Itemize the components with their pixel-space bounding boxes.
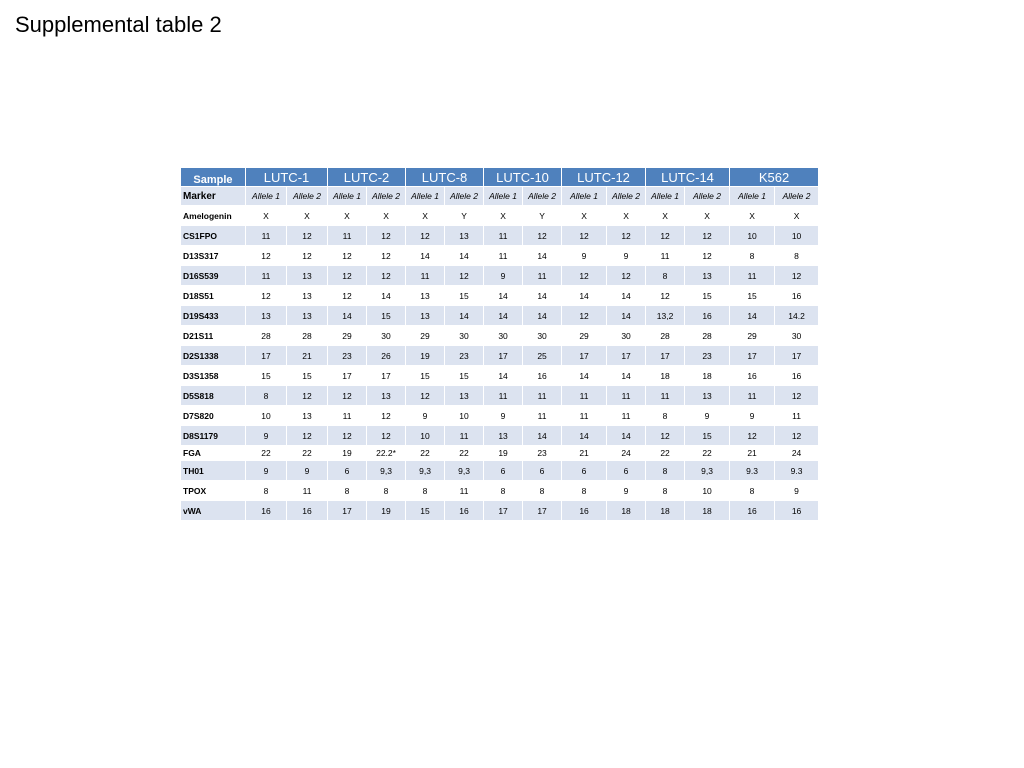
allele-value-cell: 10 [730, 226, 774, 245]
allele-value-cell: 11 [607, 406, 645, 425]
allele-value-cell: 15 [685, 426, 729, 445]
allele-value-cell: 14 [562, 366, 606, 385]
allele-value-cell: 9,3 [685, 461, 729, 480]
allele-value-cell: 8 [367, 481, 405, 500]
allele-value-cell: 15 [287, 366, 327, 385]
allele-value-cell: 18 [685, 501, 729, 520]
marker-cell: TH01 [181, 461, 245, 480]
allele-value-cell: 13 [685, 386, 729, 405]
allele-value-cell: 9 [685, 406, 729, 425]
table-row [181, 406, 818, 425]
allele-value-cell: 17 [730, 346, 774, 365]
allele-value-cell: X [328, 206, 366, 225]
allele-value-cell: 14 [523, 306, 561, 325]
allele-value-cell: X [646, 206, 684, 225]
allele-value-cell: 22 [287, 446, 327, 460]
allele-value-cell: 29 [406, 326, 444, 345]
allele-value-cell: 15 [406, 366, 444, 385]
table-row [181, 266, 818, 285]
allele-value-cell: 13 [287, 266, 327, 285]
allele-header: Allele 1 [328, 187, 366, 205]
allele-value-cell: 10 [445, 406, 483, 425]
allele-value-cell: 13 [246, 306, 286, 325]
allele-value-cell: 12 [367, 426, 405, 445]
allele-value-cell: 24 [775, 446, 818, 460]
allele-value-cell: 8 [646, 406, 684, 425]
allele-header: Allele 2 [367, 187, 405, 205]
allele-value-cell: 21 [730, 446, 774, 460]
allele-value-cell: 16 [685, 306, 729, 325]
allele-value-cell: 23 [445, 346, 483, 365]
allele-value-cell: 12 [607, 226, 645, 245]
allele-value-cell: 12 [406, 226, 444, 245]
allele-value-cell: 17 [484, 346, 522, 365]
allele-value-cell: 14 [406, 246, 444, 265]
allele-value-cell: 19 [484, 446, 522, 460]
allele-value-cell: 9.3 [730, 461, 774, 480]
allele-value-cell: 23 [328, 346, 366, 365]
allele-value-cell: 18 [646, 366, 684, 385]
table-row [181, 426, 818, 445]
allele-value-cell: 11 [775, 406, 818, 425]
allele-value-cell: 12 [775, 266, 818, 285]
table-row [181, 226, 818, 245]
allele-value-cell: 11 [328, 226, 366, 245]
allele-value-cell: 13 [287, 306, 327, 325]
allele-value-cell: 28 [646, 326, 684, 345]
allele-value-cell: 13 [445, 226, 483, 245]
allele-value-cell: 15 [367, 306, 405, 325]
allele-header: Allele 2 [523, 187, 561, 205]
allele-value-cell: 8 [730, 481, 774, 500]
allele-value-cell: 17 [775, 346, 818, 365]
allele-value-cell: 12 [685, 246, 729, 265]
allele-value-cell: 6 [328, 461, 366, 480]
table-body [181, 187, 818, 520]
allele-value-cell: X [685, 206, 729, 225]
allele-value-cell: 9,3 [445, 461, 483, 480]
allele-value-cell: 30 [445, 326, 483, 345]
allele-value-cell: 12 [328, 386, 366, 405]
table-row [181, 286, 818, 305]
allele-header: Allele 2 [287, 187, 327, 205]
allele-value-cell: 12 [445, 266, 483, 285]
allele-value-cell: 15 [246, 366, 286, 385]
marker-cell: D3S1358 [181, 366, 245, 385]
allele-value-cell: 23 [523, 446, 561, 460]
allele-value-cell: 14 [730, 306, 774, 325]
allele-value-cell: 11 [562, 386, 606, 405]
allele-value-cell: 24 [607, 446, 645, 460]
allele-value-cell: 8 [523, 481, 561, 500]
allele-value-cell: 18 [607, 501, 645, 520]
allele-value-cell: 12 [328, 426, 366, 445]
allele-value-cell: 9 [562, 246, 606, 265]
allele-value-cell: 17 [367, 366, 405, 385]
allele-value-cell: 16 [730, 366, 774, 385]
page-title: Supplemental table 2 [15, 12, 222, 37]
allele-value-cell: Y [445, 206, 483, 225]
allele-header: Allele 2 [607, 187, 645, 205]
marker-cell: D21S11 [181, 326, 245, 345]
allele-value-cell: 18 [685, 366, 729, 385]
allele-value-cell: 16 [246, 501, 286, 520]
allele-value-cell: 30 [775, 326, 818, 345]
allele-value-cell: 12 [646, 286, 684, 305]
allele-value-cell: 13 [287, 286, 327, 305]
allele-value-cell: 12 [287, 386, 327, 405]
allele-value-cell: 12 [328, 286, 366, 305]
sample-header: LUTC-1 [246, 168, 327, 186]
allele-value-cell: 16 [445, 501, 483, 520]
allele-value-cell: 14 [607, 366, 645, 385]
allele-value-cell: 12 [246, 246, 286, 265]
allele-value-cell: 11 [730, 386, 774, 405]
allele-value-cell: 19 [406, 346, 444, 365]
allele-value-cell: 14 [484, 286, 522, 305]
allele-value-cell: 11 [484, 386, 522, 405]
allele-value-cell: 11 [287, 481, 327, 500]
marker-cell: D8S1179 [181, 426, 245, 445]
allele-header: Allele 1 [484, 187, 522, 205]
marker-cell: TPOX [181, 481, 245, 500]
allele-value-cell: 6 [562, 461, 606, 480]
allele-value-cell: 13 [445, 386, 483, 405]
allele-value-cell: 8 [246, 481, 286, 500]
table-row [181, 501, 818, 520]
allele-value-cell: 8 [646, 481, 684, 500]
table-row [181, 366, 818, 385]
marker-cell: CS1FPO [181, 226, 245, 245]
allele-value-cell: 9 [484, 406, 522, 425]
allele-value-cell: 14 [607, 306, 645, 325]
allele-value-cell: 17 [484, 501, 522, 520]
allele-value-cell: 11 [246, 266, 286, 285]
allele-value-cell: 15 [685, 286, 729, 305]
allele-value-cell: 14 [484, 366, 522, 385]
allele-value-cell: 17 [246, 346, 286, 365]
allele-value-cell: 14 [607, 426, 645, 445]
table-row [181, 326, 818, 345]
allele-value-cell: 12 [367, 406, 405, 425]
allele-value-cell: 17 [646, 346, 684, 365]
allele-value-cell: 11 [246, 226, 286, 245]
allele-value-cell: 11 [523, 406, 561, 425]
allele-value-cell: 13 [484, 426, 522, 445]
allele-value-cell: 15 [445, 286, 483, 305]
allele-value-cell: X [367, 206, 405, 225]
allele-value-cell: 10 [685, 481, 729, 500]
allele-header: Allele 1 [562, 187, 606, 205]
allele-value-cell: 15 [406, 501, 444, 520]
allele-value-cell: 12 [367, 246, 405, 265]
allele-value-cell: 12 [287, 246, 327, 265]
allele-value-cell: 22 [445, 446, 483, 460]
allele-value-cell: 19 [328, 446, 366, 460]
allele-value-cell: 12 [328, 246, 366, 265]
allele-value-cell: 14.2 [775, 306, 818, 325]
allele-header: Allele 1 [246, 187, 286, 205]
allele-value-cell: 12 [646, 226, 684, 245]
table-row [181, 386, 818, 405]
sample-header: LUTC-14 [646, 168, 729, 186]
allele-value-cell: 22.2* [367, 446, 405, 460]
allele-value-cell: 8 [730, 246, 774, 265]
allele-value-cell: 9 [607, 481, 645, 500]
allele-value-cell: 8 [646, 461, 684, 480]
allele-value-cell: 11 [562, 406, 606, 425]
allele-value-cell: 15 [730, 286, 774, 305]
allele-value-cell: 11 [730, 266, 774, 285]
allele-value-cell: 11 [607, 386, 645, 405]
sample-header: LUTC-8 [406, 168, 483, 186]
allele-value-cell: 11 [484, 246, 522, 265]
allele-value-cell: 11 [646, 386, 684, 405]
allele-value-cell: X [246, 206, 286, 225]
allele-value-cell: 22 [246, 446, 286, 460]
allele-value-cell: 12 [246, 286, 286, 305]
allele-value-cell: 9 [246, 426, 286, 445]
allele-value-cell: 9.3 [775, 461, 818, 480]
allele-value-cell: 8 [246, 386, 286, 405]
table-row [181, 246, 818, 265]
allele-value-cell: 9,3 [367, 461, 405, 480]
allele-value-cell: 16 [287, 501, 327, 520]
allele-value-cell: 12 [562, 266, 606, 285]
allele-value-cell: 14 [562, 426, 606, 445]
allele-value-cell: 9 [246, 461, 286, 480]
allele-header: Allele 2 [685, 187, 729, 205]
allele-value-cell: 14 [523, 426, 561, 445]
allele-value-cell: 16 [523, 366, 561, 385]
allele-value-cell: 10 [775, 226, 818, 245]
allele-value-cell: 12 [367, 226, 405, 245]
table-row [181, 461, 818, 480]
allele-value-cell: 8 [484, 481, 522, 500]
sample-header: LUTC-10 [484, 168, 561, 186]
marker-cell: D16S539 [181, 266, 245, 285]
allele-value-cell: 30 [607, 326, 645, 345]
allele-value-cell: 16 [775, 366, 818, 385]
allele-value-cell: 22 [685, 446, 729, 460]
allele-value-cell: 17 [328, 366, 366, 385]
allele-value-cell: 28 [246, 326, 286, 345]
allele-value-cell: 17 [607, 346, 645, 365]
allele-value-cell: 13 [287, 406, 327, 425]
allele-value-cell: 19 [367, 501, 405, 520]
allele-value-cell: 15 [445, 366, 483, 385]
allele-value-cell: 14 [445, 246, 483, 265]
allele-header-row [181, 187, 818, 205]
allele-value-cell: 12 [730, 426, 774, 445]
table-row [181, 446, 818, 460]
allele-value-cell: 25 [523, 346, 561, 365]
allele-value-cell: 28 [685, 326, 729, 345]
allele-value-cell: 21 [562, 446, 606, 460]
allele-value-cell: 9,3 [406, 461, 444, 480]
allele-value-cell: 13 [406, 306, 444, 325]
allele-value-cell: 9 [287, 461, 327, 480]
sample-column-header: Sample [181, 168, 245, 186]
marker-cell: D5S818 [181, 386, 245, 405]
allele-value-cell: 11 [406, 266, 444, 285]
allele-header: Allele 1 [406, 187, 444, 205]
table-row [181, 346, 818, 365]
allele-value-cell: 14 [523, 246, 561, 265]
table-row [181, 481, 818, 500]
allele-value-cell: X [607, 206, 645, 225]
allele-value-cell: 22 [646, 446, 684, 460]
allele-header: Allele 2 [775, 187, 818, 205]
allele-value-cell: 22 [406, 446, 444, 460]
allele-header: Allele 2 [445, 187, 483, 205]
allele-value-cell: 17 [328, 501, 366, 520]
allele-value-cell: 6 [523, 461, 561, 480]
allele-value-cell: 6 [607, 461, 645, 480]
allele-value-cell: 12 [406, 386, 444, 405]
allele-value-cell: 9 [406, 406, 444, 425]
allele-value-cell: 9 [607, 246, 645, 265]
allele-value-cell: 14 [367, 286, 405, 305]
allele-value-cell: 8 [775, 246, 818, 265]
allele-value-cell: 12 [287, 226, 327, 245]
allele-value-cell: 8 [562, 481, 606, 500]
allele-value-cell: 29 [730, 326, 774, 345]
sample-header: LUTC-12 [562, 168, 645, 186]
allele-value-cell: 10 [406, 426, 444, 445]
allele-value-cell: 8 [406, 481, 444, 500]
allele-value-cell: 18 [646, 501, 684, 520]
allele-value-cell: 9 [775, 481, 818, 500]
allele-value-cell: 14 [607, 286, 645, 305]
allele-value-cell: 16 [730, 501, 774, 520]
str-profile-table [180, 167, 819, 521]
allele-value-cell: 8 [328, 481, 366, 500]
allele-value-cell: 17 [523, 501, 561, 520]
allele-header: Allele 1 [646, 187, 684, 205]
marker-cell: Amelogenin [181, 206, 245, 225]
allele-value-cell: 11 [646, 246, 684, 265]
allele-value-cell: 14 [328, 306, 366, 325]
allele-value-cell: 11 [445, 426, 483, 445]
allele-value-cell: 30 [367, 326, 405, 345]
allele-value-cell: 12 [775, 426, 818, 445]
allele-value-cell: 13 [367, 386, 405, 405]
allele-value-cell: 12 [607, 266, 645, 285]
allele-value-cell: 8 [646, 266, 684, 285]
allele-value-cell: 30 [523, 326, 561, 345]
allele-value-cell: 11 [328, 406, 366, 425]
allele-value-cell: X [287, 206, 327, 225]
allele-value-cell: X [775, 206, 818, 225]
marker-cell: D2S1338 [181, 346, 245, 365]
allele-value-cell: 11 [523, 266, 561, 285]
allele-value-cell: 21 [287, 346, 327, 365]
allele-value-cell: 6 [484, 461, 522, 480]
allele-value-cell: 11 [445, 481, 483, 500]
allele-value-cell: 12 [646, 426, 684, 445]
allele-value-cell: 12 [562, 226, 606, 245]
allele-value-cell: 9 [484, 266, 522, 285]
allele-value-cell: 11 [523, 386, 561, 405]
table-row [181, 306, 818, 325]
allele-value-cell: 14 [523, 286, 561, 305]
allele-value-cell: 9 [730, 406, 774, 425]
allele-value-cell: 13 [406, 286, 444, 305]
allele-value-cell: 13,2 [646, 306, 684, 325]
allele-value-cell: 14 [445, 306, 483, 325]
allele-value-cell: 16 [775, 286, 818, 305]
allele-value-cell: 16 [775, 501, 818, 520]
sample-header: K562 [730, 168, 818, 186]
allele-value-cell: 29 [562, 326, 606, 345]
allele-value-cell: X [730, 206, 774, 225]
marker-cell: D13S317 [181, 246, 245, 265]
allele-value-cell: 12 [562, 306, 606, 325]
allele-value-cell: 23 [685, 346, 729, 365]
allele-value-cell: X [562, 206, 606, 225]
allele-value-cell: 12 [367, 266, 405, 285]
allele-value-cell: 12 [775, 386, 818, 405]
marker-cell: FGA [181, 446, 245, 460]
allele-value-cell: 29 [328, 326, 366, 345]
marker-column-header: Marker [181, 187, 245, 205]
allele-value-cell: 17 [562, 346, 606, 365]
sample-header-row [181, 168, 818, 186]
allele-value-cell: X [406, 206, 444, 225]
allele-value-cell: Y [523, 206, 561, 225]
marker-cell: vWA [181, 501, 245, 520]
allele-value-cell: 12 [685, 226, 729, 245]
allele-value-cell: 14 [484, 306, 522, 325]
marker-cell: D19S433 [181, 306, 245, 325]
marker-cell: D18S51 [181, 286, 245, 305]
allele-value-cell: 30 [484, 326, 522, 345]
table-row [181, 206, 818, 225]
allele-value-cell: 26 [367, 346, 405, 365]
allele-value-cell: X [484, 206, 522, 225]
sample-header: LUTC-2 [328, 168, 405, 186]
allele-value-cell: 10 [246, 406, 286, 425]
allele-value-cell: 13 [685, 266, 729, 285]
allele-value-cell: 11 [484, 226, 522, 245]
allele-value-cell: 28 [287, 326, 327, 345]
allele-value-cell: 14 [562, 286, 606, 305]
allele-value-cell: 16 [562, 501, 606, 520]
allele-value-cell: 12 [523, 226, 561, 245]
allele-value-cell: 12 [328, 266, 366, 285]
allele-header: Allele 1 [730, 187, 774, 205]
allele-value-cell: 12 [287, 426, 327, 445]
marker-cell: D7S820 [181, 406, 245, 425]
